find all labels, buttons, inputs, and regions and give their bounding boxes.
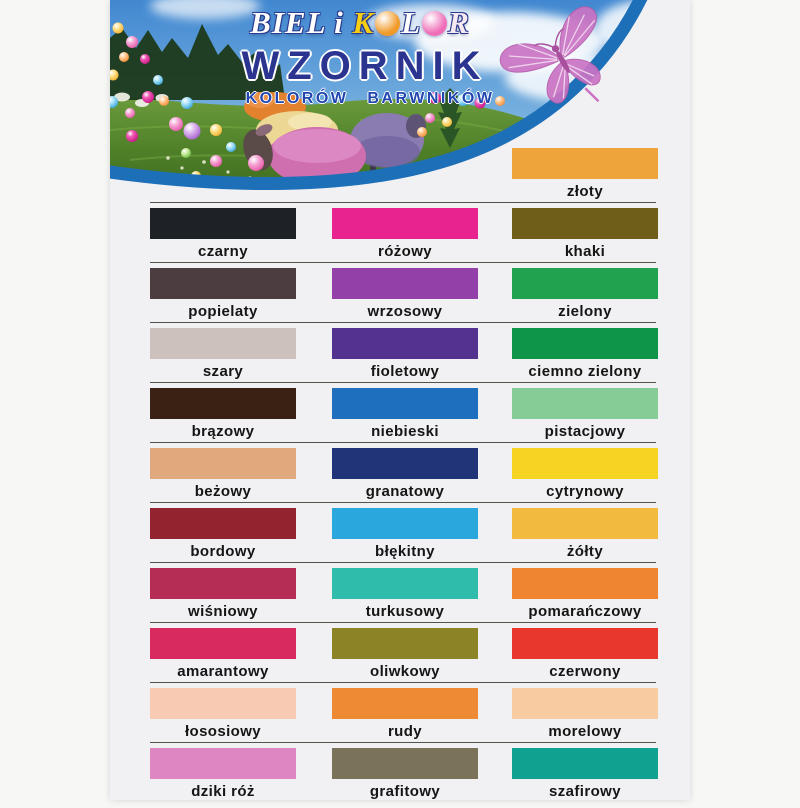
swatch-row xyxy=(110,328,690,388)
swatch-label: niebieski xyxy=(371,423,439,440)
row-divider xyxy=(150,742,656,743)
color-swatch xyxy=(332,208,478,239)
brand-prefix: BIEL i xyxy=(250,5,353,40)
swatch-row xyxy=(110,268,690,328)
color-swatch xyxy=(512,508,658,539)
swatch-cell xyxy=(150,448,296,500)
swatch-label: popielaty xyxy=(188,303,258,320)
color-swatch xyxy=(332,628,478,659)
color-swatch xyxy=(332,508,478,539)
swatch-label: beżowy xyxy=(194,483,252,500)
color-swatch xyxy=(150,508,296,539)
swatch-cell xyxy=(150,628,296,680)
swatch-cell xyxy=(512,388,658,440)
brand-letter: K xyxy=(352,5,375,40)
swatch-label: wiśniowy xyxy=(188,603,258,620)
swatch-label: rudy xyxy=(387,723,423,740)
swatch-cell xyxy=(332,748,478,800)
brand-letter: R xyxy=(448,5,470,40)
color-swatch xyxy=(150,688,296,719)
color-swatch xyxy=(512,328,658,359)
swatch-label: złoty xyxy=(566,183,604,200)
swatch-label: amarantowy xyxy=(177,663,269,680)
swatch-cell xyxy=(512,748,658,800)
color-swatch xyxy=(332,448,478,479)
row-divider xyxy=(150,262,656,263)
row-divider xyxy=(150,562,656,563)
swatch-cell xyxy=(512,148,658,200)
swatch-label: szary xyxy=(202,363,244,380)
swatch-row xyxy=(110,508,690,568)
color-swatch xyxy=(150,748,296,779)
swatch-label: khaki xyxy=(564,243,606,260)
swatch-cell xyxy=(332,628,478,680)
swatch-cell xyxy=(512,568,658,620)
swatch-label: wrzosowy xyxy=(367,303,443,320)
swatch-label: pomarańczowy xyxy=(528,603,642,620)
row-divider xyxy=(150,202,656,203)
swatch-cell xyxy=(512,268,658,320)
swatch-cell xyxy=(512,448,658,500)
swatch-cell xyxy=(512,628,658,680)
brand-letter: L xyxy=(401,5,422,40)
color-swatch xyxy=(332,328,478,359)
color-swatch xyxy=(332,748,478,779)
row-divider xyxy=(150,622,656,623)
color-swatch xyxy=(150,328,296,359)
row-divider xyxy=(150,382,656,383)
swatch-row xyxy=(110,748,690,808)
swatch-cell xyxy=(512,208,658,260)
swatch-cell xyxy=(332,208,478,260)
swatch-label: szafirowy xyxy=(549,783,621,800)
swatch-cell xyxy=(332,568,478,620)
swatch-row xyxy=(110,688,690,748)
color-swatch xyxy=(150,208,296,239)
swatch-row xyxy=(110,208,690,268)
color-swatch xyxy=(512,148,658,179)
swatch-cell xyxy=(512,688,658,740)
swatch-label: różowy xyxy=(377,243,433,260)
swatch-row xyxy=(110,148,690,208)
swatch-label: dziki róż xyxy=(191,783,255,800)
color-swatch xyxy=(512,268,658,299)
swatch-table xyxy=(110,0,690,800)
color-swatch xyxy=(512,388,658,419)
swatch-label: zielony xyxy=(558,303,612,320)
color-swatch xyxy=(150,628,296,659)
color-swatch xyxy=(332,388,478,419)
color-swatch xyxy=(512,688,658,719)
swatch-label: granatowy xyxy=(365,483,445,500)
color-swatch xyxy=(512,208,658,239)
swatch-cell xyxy=(512,328,658,380)
color-swatch xyxy=(332,688,478,719)
swatch-cell xyxy=(332,508,478,560)
color-swatch xyxy=(150,448,296,479)
swatch-label: morelowy xyxy=(548,723,622,740)
swatch-cell xyxy=(150,688,296,740)
swatch-label: brązowy xyxy=(191,423,255,440)
row-divider xyxy=(150,502,656,503)
swatch-cell xyxy=(332,268,478,320)
color-swatch xyxy=(512,628,658,659)
swatch-label: grafitowy xyxy=(369,783,441,800)
swatch-cell xyxy=(332,448,478,500)
swatch-cell xyxy=(332,688,478,740)
swatch-label: pistacjowy xyxy=(544,423,626,440)
swatch-label: ciemno zielony xyxy=(528,363,642,380)
color-swatch xyxy=(512,568,658,599)
row-divider xyxy=(150,442,656,443)
swatch-label: żółty xyxy=(566,543,604,560)
swatch-label: turkusowy xyxy=(365,603,445,620)
color-swatch xyxy=(150,568,296,599)
swatch-label: czerwony xyxy=(549,663,621,680)
swatch-label: bordowy xyxy=(190,543,256,560)
swatch-label: cytrynowy xyxy=(546,483,624,500)
swatch-cell xyxy=(150,268,296,320)
page-subtitle: KOLORÓW BARWNIKÓW xyxy=(245,90,495,107)
color-swatch xyxy=(150,388,296,419)
color-swatch xyxy=(332,568,478,599)
swatch-label: fioletowy xyxy=(370,363,440,380)
swatch-cell xyxy=(150,508,296,560)
swatch-cell xyxy=(150,328,296,380)
color-swatch xyxy=(332,268,478,299)
swatch-cell xyxy=(150,388,296,440)
color-swatch xyxy=(512,748,658,779)
sampler-card xyxy=(110,0,690,800)
swatch-cell xyxy=(332,388,478,440)
swatch-cell xyxy=(332,328,478,380)
color-swatch xyxy=(150,268,296,299)
swatch-label: łososiowy xyxy=(184,723,262,740)
page-title: WZORNIK xyxy=(241,44,489,88)
swatch-cell xyxy=(150,568,296,620)
row-divider xyxy=(150,682,656,683)
swatch-row xyxy=(110,628,690,688)
swatch-label: czarny xyxy=(198,243,248,260)
swatch-label: oliwkowy xyxy=(370,663,440,680)
swatch-row xyxy=(110,448,690,508)
color-swatch xyxy=(512,448,658,479)
swatch-row xyxy=(110,568,690,628)
swatch-cell xyxy=(150,208,296,260)
swatch-row xyxy=(110,388,690,448)
row-divider xyxy=(150,322,656,323)
swatch-cell xyxy=(150,748,296,800)
swatch-cell xyxy=(512,508,658,560)
swatch-label: błękitny xyxy=(375,543,435,560)
